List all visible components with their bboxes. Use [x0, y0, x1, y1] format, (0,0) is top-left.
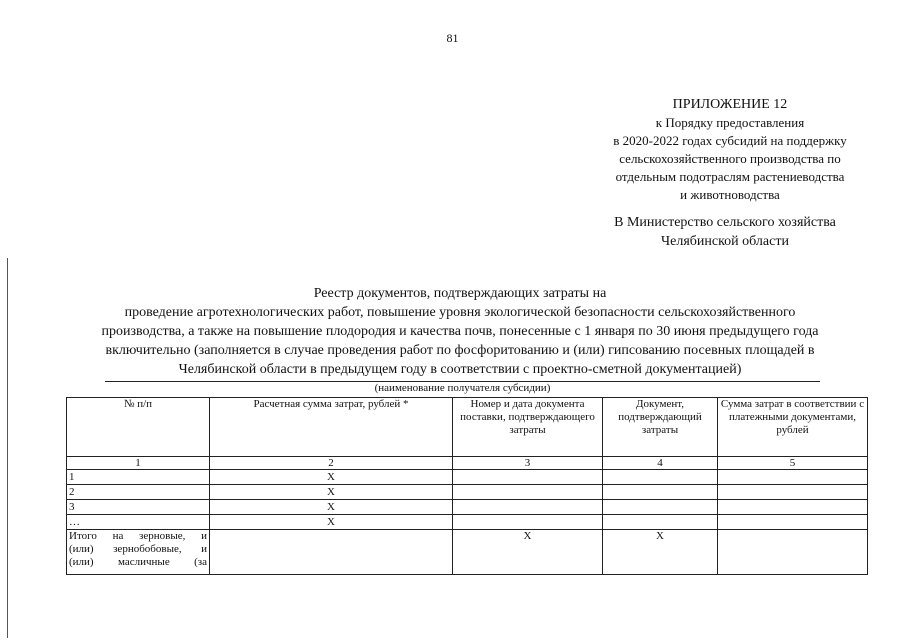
- appendix-line: к Порядку предоставления: [655, 115, 805, 130]
- table-cell: [453, 485, 603, 500]
- row-number: …: [67, 515, 210, 530]
- total-label: [67, 530, 210, 575]
- document-title-line: Реестр документов, подтверждающих затраты на: [313, 286, 607, 301]
- document-title-line: Челябинской области в предыдущем году в соответствии с проектно-сметной документацией): [178, 362, 742, 377]
- table-row: [67, 500, 868, 515]
- table-cell: [718, 515, 868, 530]
- total-label-line: (или) зернобобовые, и: [69, 543, 207, 555]
- table-cell: [718, 485, 868, 500]
- table-cell: Х: [603, 530, 718, 575]
- document-title-line: производства, а также на повышение плодородия и качества почв, понесенные с 1 января по 30 июня предыдущего года: [101, 324, 819, 339]
- header-cell: Сумма затрат в соответствии с платежными документами, рублей: [718, 398, 868, 457]
- appendix-line: и животноводства: [680, 187, 780, 202]
- table-cell: Х: [210, 470, 453, 485]
- table-cell: Х: [210, 515, 453, 530]
- appendix-title: ПРИЛОЖЕНИЕ 12: [672, 97, 788, 112]
- table-cell: [718, 500, 868, 515]
- table-cell: [603, 470, 718, 485]
- document-title: [40, 284, 880, 379]
- appendix-line: в 2020-2022 годах субсидий на поддержку: [613, 133, 847, 148]
- total-row: [67, 530, 868, 575]
- row-number: 2: [67, 485, 210, 500]
- table-header-row: [67, 398, 868, 457]
- table-cell: [453, 515, 603, 530]
- page-edge-line: [7, 258, 8, 638]
- column-number: 3: [453, 457, 603, 470]
- table-cell: [718, 530, 868, 575]
- header-cell: Расчетная сумма затрат, рублей *: [210, 398, 453, 457]
- register-table: [66, 397, 868, 575]
- column-number: 4: [603, 457, 718, 470]
- document-title-line: включительно (заполняется в случае проведения работ по фосфоритованию и (или) гипсованию посевных площадей в: [105, 343, 815, 358]
- table-row: [67, 485, 868, 500]
- row-number: 1: [67, 470, 210, 485]
- table-cell: [603, 485, 718, 500]
- header-cell: Номер и дата документа поставки, подтверждающего затраты: [453, 398, 603, 457]
- addressee-line: В Министерство сельского хозяйства: [614, 215, 836, 230]
- table-row: [67, 470, 868, 485]
- appendix-line: отдельным подотраслям растениеводства: [615, 169, 845, 184]
- table-cell: [603, 515, 718, 530]
- table-cell: [718, 470, 868, 485]
- page-number: 81: [446, 31, 459, 45]
- column-number: 5: [718, 457, 868, 470]
- table-cell: Х: [210, 485, 453, 500]
- addressee-block: [575, 213, 875, 251]
- table-cell: Х: [453, 530, 603, 575]
- table-cell: [603, 500, 718, 515]
- total-label-line: Итого на зерновые, и: [69, 530, 207, 542]
- document-title-line: проведение агротехнологических работ, повышение уровня экологической безопасности сельскохозяйственного: [124, 305, 796, 320]
- column-number: 1: [67, 457, 210, 470]
- table-cell: Х: [210, 500, 453, 515]
- appendix-line: сельскохозяйственного производства по: [619, 151, 841, 166]
- recipient-caption: (наименование получателя субсидии): [374, 382, 551, 394]
- table-cell: [453, 470, 603, 485]
- table-row: [67, 515, 868, 530]
- column-number: 2: [210, 457, 453, 470]
- row-number: 3: [67, 500, 210, 515]
- column-number-row: [67, 457, 868, 470]
- header-cell: Документ, подтверждающий затраты: [603, 398, 718, 457]
- header-cell: № п/п: [67, 398, 210, 457]
- total-label-line: (или) масличные (за: [69, 556, 207, 568]
- appendix-block: [580, 96, 880, 204]
- table-cell: [453, 500, 603, 515]
- addressee-line: Челябинской области: [661, 234, 789, 249]
- table-cell: [210, 530, 453, 575]
